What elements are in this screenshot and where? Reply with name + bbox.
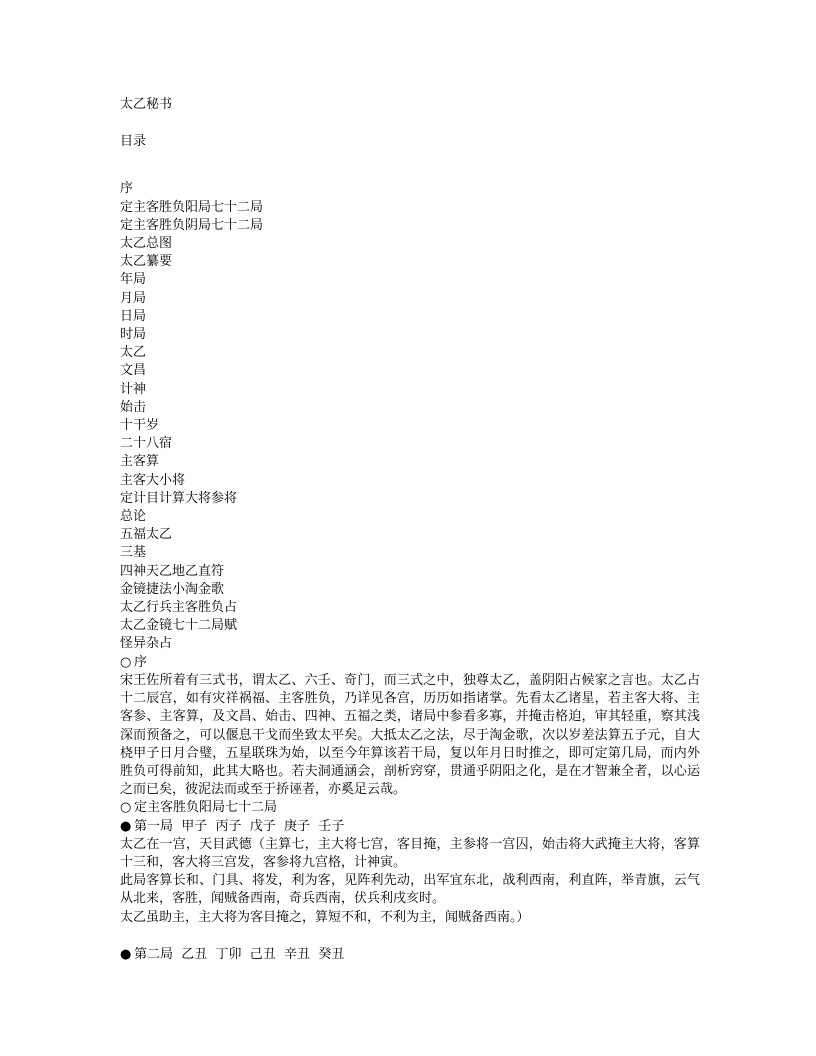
hollow-circle-icon [120,799,134,817]
preface-paragraph: 宋王佐所着有三式书，谓太乙、六壬、奇门，而三式之中，独尊太乙，盖阴阳占候家之言也。太乙占十二辰宫，如有灾祥祸福、主客胜负，乃详见各宫，历历如指诸掌。先看太乙诸星，若主客大将、主客参、主客算，及文昌、始击、四神、五福之类，诸局中参看多寡，并掩击格迫，审其轻重，察其浅深而预备之，可以偃息干戈而坐致太平矣。大抵太乙之法，尽于淘金歌，次以岁差法算五子元，自大桡甲子日月合璧，五星联珠为始，以至今年算该若干局，复以年月日时推之，即可定第几局，而内外胜负可得前知，此其大略也。若夫洞通涵会，剖析窍穿，贯通乎阴阳之化，是在才智兼全者，以心运之而已矣，彼泥法而或至于挢诬者，亦奚足云哉。 [120,672,700,798]
preface-heading: 序 [134,654,148,670]
toc-item: 始击 [120,399,147,415]
toc-heading: 目录 [120,134,147,150]
toc-item: 年局 [120,272,147,288]
toc-item: 十干岁 [120,418,160,434]
toc-item: 计神 [120,381,147,397]
toc-item: 太乙纂要 [120,254,173,270]
ju2-heading: 第二局 乙丑 丁卯 己丑 辛丑 癸丑 [134,946,345,962]
section-heading: 定主客胜负阳局七十二局 [134,800,278,816]
section-heading-line [120,799,700,817]
preface-heading-line [120,654,700,672]
ju1-heading: 第一局 甲子 丙子 戊子 庚子 壬子 [134,818,345,834]
toc-item: 四神天乙地乙直符 [120,563,225,579]
document-body [120,96,700,964]
toc-item: 序 [120,181,134,197]
toc-item: 月局 [120,290,147,306]
toc-item: 文昌 [120,363,147,379]
doc-title: 太乙秘书 [120,97,173,112]
toc-item: 主客算 [120,454,160,470]
toc-item: 怪异杂占 [120,636,173,652]
toc-item: 定主客胜负阴局七十二局 [120,217,264,233]
ju1-paragraph: 太乙虽助主，主大将为客目掩之，算短不和，不利为主，闻贼备西南。） [120,909,530,925]
toc-item: 太乙 [120,345,147,361]
toc-item: 定计目计算大将参将 [120,490,238,506]
toc-item: 三基 [120,545,147,561]
toc-item: 日局 [120,308,147,324]
hollow-circle-icon [120,654,134,672]
toc-item: 太乙金镜七十二局赋 [120,618,238,634]
toc-item: 太乙行兵主客胜负占 [120,600,238,616]
toc-item: 主客大小将 [120,472,186,488]
toc-item: 定主客胜负阳局七十二局 [120,199,264,215]
toc-item: 时局 [120,327,147,343]
ju1-heading-line [120,818,700,836]
toc-list [120,180,700,653]
toc-item: 二十八宿 [120,436,173,452]
ju1-paragraph: 此局客算长和、门具、将发，利为客，见阵利先动，出军宜东北，战利西南，利直阵，举青旗，云气从北来，客胜，闻贼备西南，奇兵西南，伏兵利戌亥时。 [120,873,700,907]
filled-circle-icon [120,946,134,964]
toc-item: 总论 [120,509,147,525]
filled-circle-icon [120,818,134,836]
toc-item: 金镜捷法小淘金歌 [120,581,225,597]
toc-item: 太乙总图 [120,236,173,252]
ju2-heading-line [120,946,700,964]
ju1-paragraph: 太乙在一宫，天目武德（主算七，主大将七宫，客目掩，主参将一宫囚，始击将大武掩主大将，客算十三和，客大将三宫发，客参将九宫格，计神寅。 [120,836,700,870]
toc-item: 五福太乙 [120,527,173,543]
